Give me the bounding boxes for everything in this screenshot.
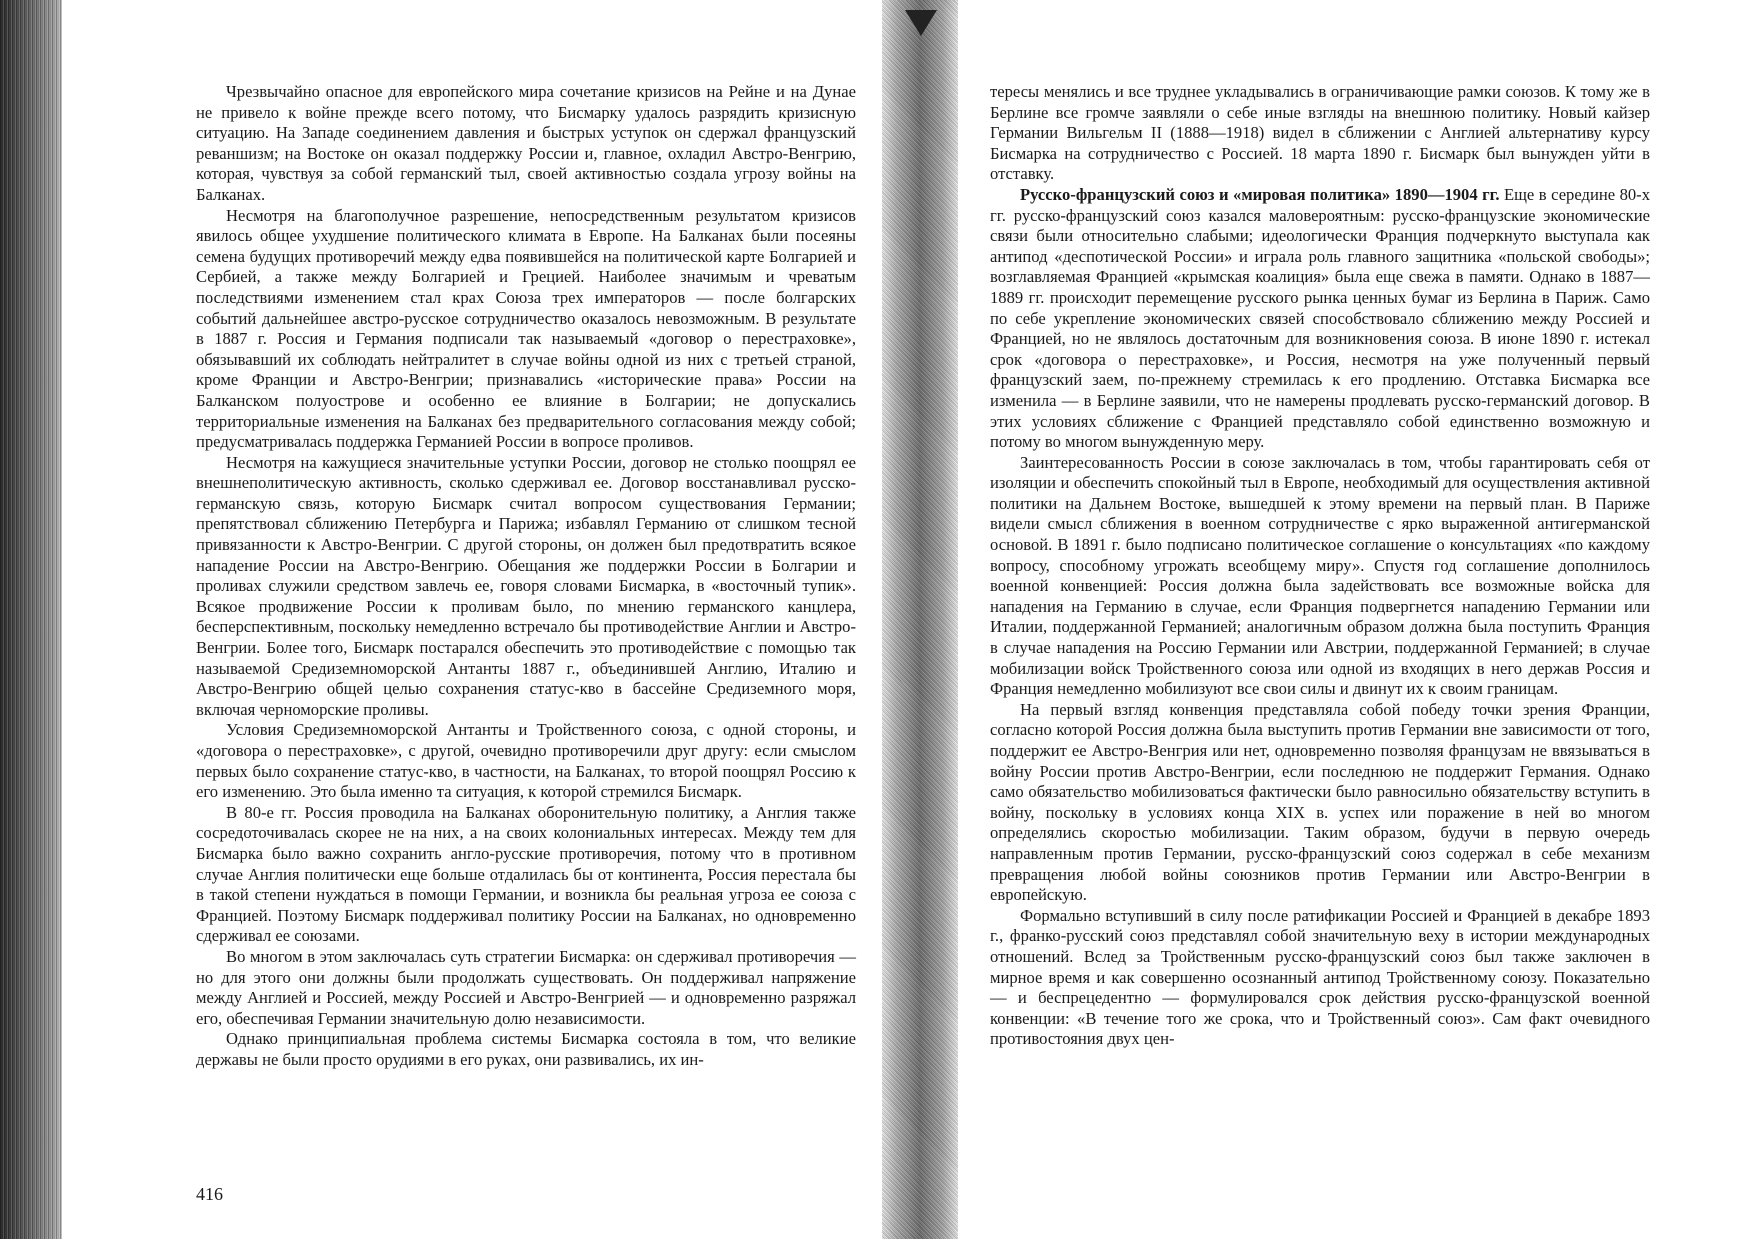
right-page: [990, 82, 1650, 1050]
right-paragraph-2: На первый взгляд конвенция представляла собой победу точки зрения Франции, согласно которой Россия должна была выступить против Германии вне зависимости от того, поддержит ее Австро-Венгрия или нет, одновременно позволяя французам не ввязываться в войну России против Австро-Венгрии, если последнюю не поддержит Германия. Однако само обязательство мобилизоваться фактически было равносильно обязательству вступить в войну, поскольку в условиях конца XIX в. успех или поражение в ней во многом определялись скоростью мобилизации. Таким образом, будучи в первую очередь направленным против Германии, русско-французский союз содержал в себе механизм превращения любой войны союзников против Германии или Австро-Венгрии в европейскую.: [990, 699, 1650, 905]
left-paragraph-5: В 80-е гг. Россия проводила на Балканах оборонительную политику, а Англия также сосредоточивалась скорее не на них, а на своих колониальных интересах. Между тем для Бисмарка было важно сохранить англо-русские противоречия, потому что в противном случае Англия политически еще больше отдалилась бы от континента, Россия перестала бы в такой степени нуждаться в помощи Германии, и возникла бы реальная угроза ее союза с Францией. Поэтому Бисмарк поддерживал политику России на Балканах, но одновременно сдерживал ее союзами.: [196, 802, 856, 946]
left-paragraph-1: Чрезвычайно опасное для европейского мира сочетание кризисов на Рейне и на Дунае не привело к войне прежде всего потому, что Бисмарку удалось разрядить кризисную ситуацию. На Западе соединением давления и быстрых уступок он сдержал французский реваншизм; на Востоке он оказал поддержку России и, главное, охладил Австро-Венгрию, которая, чувствуя за собой германский тыл, своей активностью создала угрозу войны на Балканах.: [196, 82, 856, 204]
gutter-mark: [905, 10, 937, 36]
book-gutter: [882, 0, 958, 1239]
right-paragraph-3: Формально вступивший в силу после ратификации Россией и Францией в декабре 1893 г., франко-русский союз представлял собой значительную веху в истории международных отношений. Вслед за Тройственным русско-французский союз был также заключен в мирное время и как совершенно осознанный антипод Тройственному союзу. Показательно — и беспрецедентно — формулировался срок действия русско-французской военной конвенции: «В течение того же срока, что и Тройственный союз». Сам факт очевидного противостояния двух цен-: [990, 905, 1650, 1049]
scan-edge-left: [0, 0, 62, 1239]
page-number: 416: [196, 1184, 223, 1204]
left-paragraph-2: Несмотря на благополучное разрешение, непосредственным результатом кризисов явилось общее ухудшение политического климата в Европе. На Балканах были посеяны семена будущих противоречий между едва появившейся на политической карте Болгарией и Сербией, а также между Болгарией и Грецией. Наиболее значимым и чреватым последствиями изменением стал крах Союза трех императоров — после болгарских событий дальнейшее австро-русское сотрудничество оказалось невозможным. В результате в 1887 г. Россия и Германия подписали так называемый «договор о перестраховке», обязывавший их соблюдать нейтралитет в случае войны одной из них с третьей страной, кроме Франции и Австро-Венгрии; признавались «исторические права» России на Балканском полуострове и особенно ее влияние в Болгарии; не допускались территориальные изменения на Балканах без предварительного согласования между собой; предусматривалась поддержка Германией России в вопросе проливов.: [196, 205, 856, 452]
left-paragraph-6: Во многом в этом заключалась суть стратегии Бисмарка: он сдерживал противоречия — но для этого они должны были продолжать существовать. Он поддерживал напряжение между Англией и Россией, между Россией и Австро-Венгрией — и одновременно разряжал его, обеспечивая Германии значительную долю независимости.: [196, 946, 856, 1028]
section-paragraph: [990, 185, 1650, 453]
left-page: [196, 82, 856, 1071]
section-heading: Русско-французский союз и «мировая политика» 1890—1904 гг.: [1020, 184, 1500, 204]
right-continuation: тересы менялись и все труднее укладывались в ограничивающие рамки союзов. К тому же в Берлине все громче заявляли о себе иные взгляды на внешнюю политику. Новый кайзер Германии Вильгельм II (1888—1918) видел в сближении с Англией альтернативу курсу Бисмарка на сотрудничество с Россией. 18 марта 1890 г. Бисмарк был вынужден уйти в отставку.: [990, 82, 1650, 184]
section-text: Еще в середине 80-х гг. русско-французский союз казался маловероятным: русско-французские экономические связи были относительно слабыми; идеологически Франция подчеркнуто выступала как антипод «деспотической России» и играла роль главного защитника «польской свободы»; возглавляемая Францией «крымская коалиция» была еще свежа в памяти. Однако в 1887—1889 гг. происходит перемещение русского рынка ценных бумаг из Берлина в Париж. Само по себе укрепление экономических связей способствовало сближению между Россией и Францией, но не являлось достаточным для возникновения союза. В июне 1890 г. истекал срок «договора о перестраховке», и Россия, несмотря на уже полученный первый французский заем, по-прежнему стремилась к его продлению. Отставка Бисмарка все изменила — в Берлине заявили, что не намерены продлевать русско-германский договор. В этих условиях сближение с Францией представляло собой единственно возможную и потому во многом вынужденную меру.: [990, 184, 1650, 452]
left-paragraph-7: Однако принципиальная проблема системы Бисмарка состояла в том, что великие державы не были просто орудиями в его руках, они развивались, их ин-: [196, 1029, 856, 1069]
left-paragraph-3: Несмотря на кажущиеся значительные уступки России, договор не столько поощрял ее внешнеполитическую активность, сколько сдерживал ее. Договор восстанавливал русско-германскую связь, которую Бисмарк считал вопросом существования Германии; препятствовал сближению Петербурга и Парижа; избавлял Германию от слишком тесной привязанности к Австро-Венгрии. С другой стороны, он должен был предотвратить всякое нападение России на Австро-Венгрию. Обещания же поддержки России в Болгарии и проливах служили средством завлечь ее, говоря словами Бисмарка, в «восточный тупик». Всякое продвижение России к проливам было, по мнению германского канцлера, бесперспективным, поскольку немедленно встречало бы противодействие Англии и Австро-Венгрии. Более того, Бисмарк постарался обеспечить это противодействие с помощью так называемой Средиземноморской Антанты 1887 г., объединившей Англию, Италию и Австро-Венгрию общей целью сохранения статус-кво в бассейне Средиземного моря, включая черноморские проливы.: [196, 452, 856, 719]
right-paragraph-1: Заинтересованность России в союзе заключалась в том, чтобы гарантировать себя от изоляции и обеспечить спокойный тыл в Европе, необходимый для осуществления активной политики на Дальнем Востоке, вышедшей к этому времени на первый план. В Париже видели смысл сближения в военном сотрудничестве с ярко выраженной антигерманской основой. В 1891 г. было подписано политическое соглашение о консультациях «по каждому вопросу, способному угрожать всеобщему миру». Спустя год соглашение дополнилось военной конвенцией: Россия должна была задействовать все возможные войска для нападения на Германию в случае, если Франция подвергнется нападению Германии или Италии, поддержанной Германией; аналогичным образом должна была поступить Франция в случае нападения на Россию Германии или Австрии, поддержанной Германией; в случае мобилизации войск Тройственного союза или одной из входящих в него держав Россия и Франция немедленно мобилизуют все свои силы и двинут их к своим границам.: [990, 452, 1650, 699]
left-paragraph-4: Условия Средиземноморской Антанты и Тройственного союза, с одной стороны, и «договора о перестраховке», с другой, очевидно противоречили друг другу: если смыслом первых было сохранение статус-кво, в частности, на Балканах, то второй поощрял Россию к его изменению. Это была именно та ситуация, к которой стремился Бисмарк.: [196, 720, 856, 802]
